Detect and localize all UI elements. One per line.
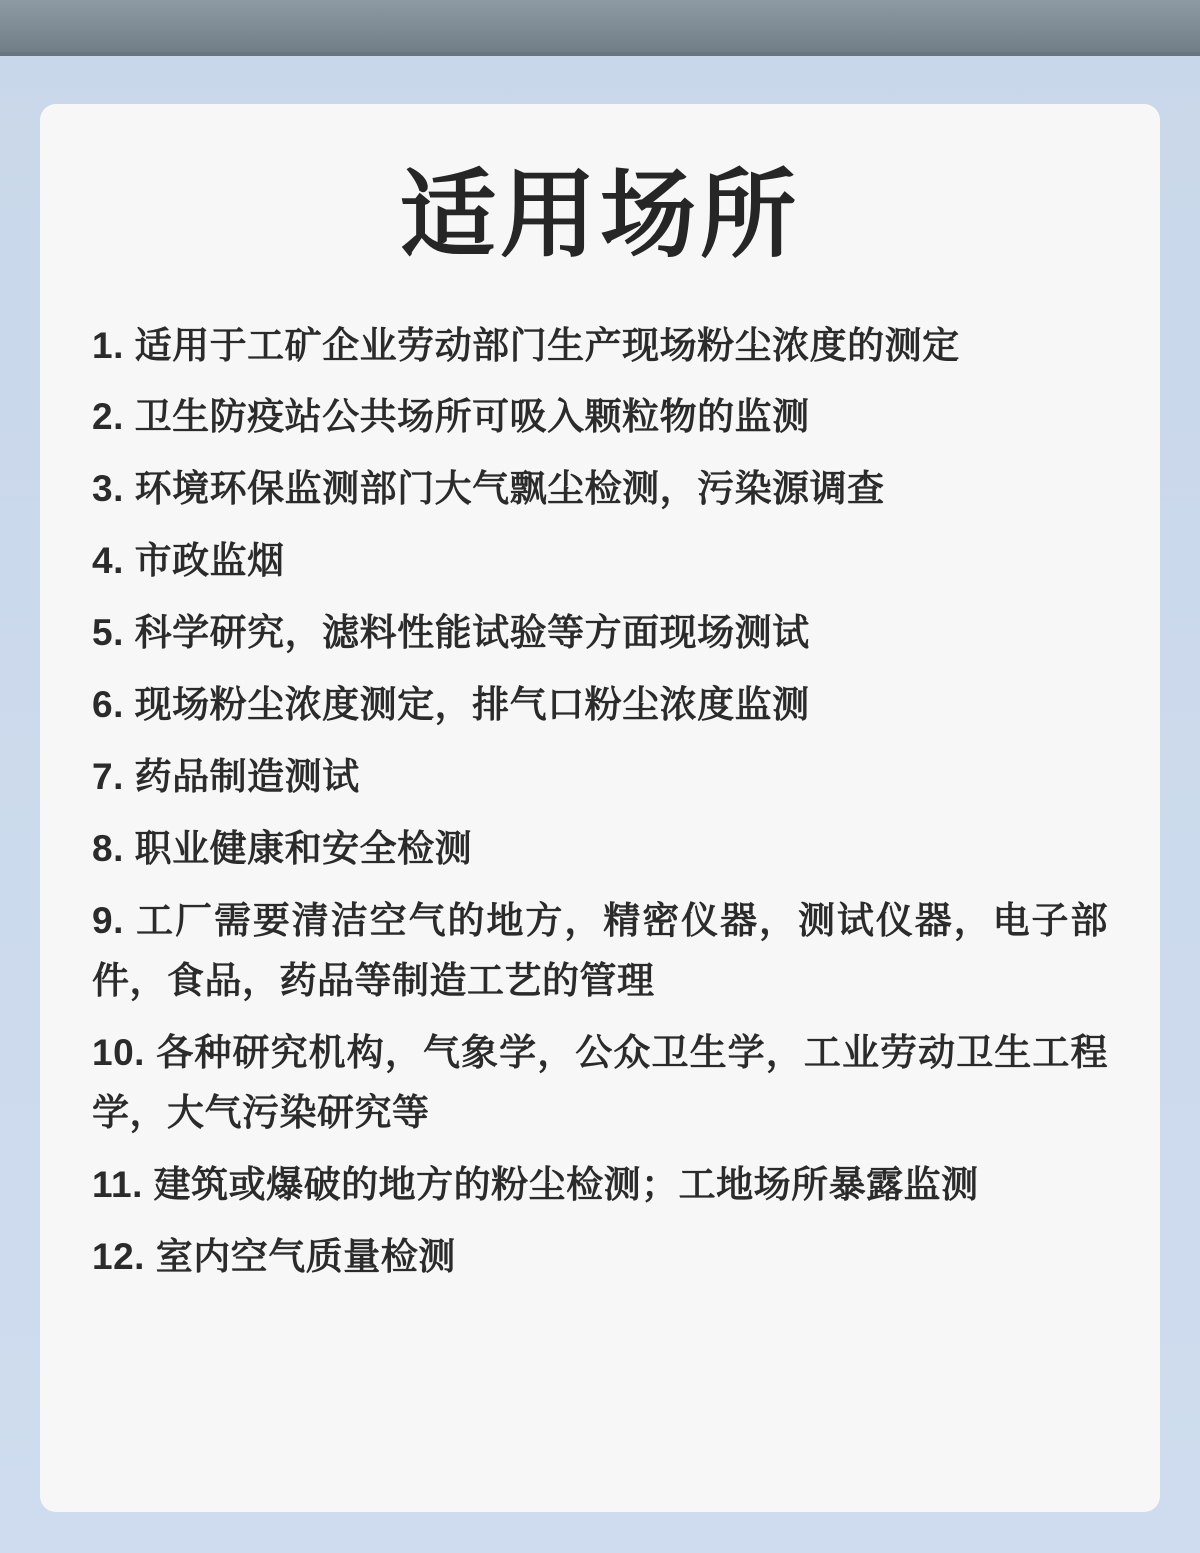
content-card [40,104,1160,1512]
list-item: 11. 建筑或爆破的地方的粉尘检测；工地场所暴露监测 [92,1163,979,1205]
applicable-places-list [92,316,1108,1287]
list-item: 10. 各种研究机构，气象学，公众卫生学，工业劳动卫生工程学，大气污染研究等 [92,1031,1108,1133]
list-item: 4. 市政监烟 [92,540,285,582]
top-bar-edge [0,52,1200,56]
list-item: 5. 科学研究，滤料性能试验等方面现场测试 [92,612,810,654]
list-item: 8. 职业健康和安全检测 [92,828,473,870]
top-bar [0,0,1200,56]
list-item: 2. 卫生防疫站公共场所可吸入颗粒物的监测 [92,396,810,438]
page-title: 适用场所 [400,162,800,269]
list-item: 3. 环境环保监测部门大气飘尘检测，污染源调查 [92,468,885,510]
list-item: 9. 工厂需要清洁空气的地方，精密仪器，测试仪器，电子部件，食品，药品等制造工艺的管理 [92,900,1108,1001]
list-item: 6. 现场粉尘浓度测定，排气口粉尘浓度监测 [92,684,810,726]
list-item: 7. 药品制造测试 [92,756,360,798]
list-item: 1. 适用于工矿企业劳动部门生产现场粉尘浓度的测定 [92,324,960,366]
list-item: 12. 室内空气质量检测 [92,1235,456,1277]
